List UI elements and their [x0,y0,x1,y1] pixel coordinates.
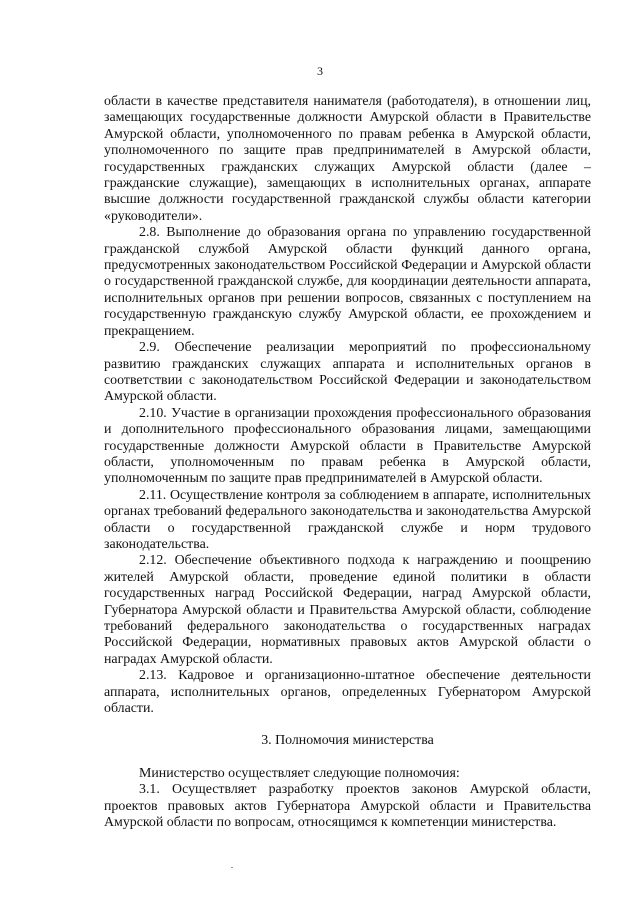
paragraph-2-10: 2.10. Участие в организации прохождения профессионального образования и дополнительного профессионального образования лицами, замещающими государственные должности Амурской области в Правительстве Амурской области, уполномоченным по правам ребенка в Амурской области, уполномоченным по защите прав предпринимателей в Амурской области. [104,405,591,487]
document-body [104,94,591,831]
page-number: 3 [317,64,323,78]
paragraph-2-9: 2.9. Обеспечение реализации мероприятий по профессиональному развитию гражданских служащих аппарата и исполнительных органов в соответствии с законодательством Российской Федерации и законодательством Амурской области. [104,340,591,405]
paragraph-2-11: 2.11. Осуществление контроля за соблюдением в аппарате, исполнительных органах требований федерального законодательства и законодательства Амурской области о государственной гражданской службе и норм трудового законодательства. [104,487,592,552]
paragraph-2-12: 2.12. Обеспечение объективного подхода к награждению и поощрению жителей Амурской области, проведение единой политики в области государственных наград Российской Федерации, наград Амурской области, Губернатора Амурской области и Правительства Амурской области, соблюдение требований федерального законодательства о государственных наградах Российской Федерации, нормативных правовых актов Амурской области о наградах Амурской области. [104,553,591,667]
section-intro: Министерство осуществляет следующие полномочия: [139,765,460,781]
paragraph-continuation: области в качестве представителя нанимателя (работодателя), в отношении лиц, замещающих государственные должности Амурской области в Правительстве Амурской области, уполномоченного по правам ребенка в Амурской области, уполномоченного по защите прав предпринимателей в Амурской области, государственных гражданских служащих Амурской области (далее – гражданские служащие), замещающих в исполнительных органах, аппарате высшие должности государственной гражданской службы области категории «руководители». [104,94,591,224]
paragraph-2-13: 2.13. Кадровое и организационно-штатное обеспечение деятельности аппарата, исполнительных органов, определенных Губернатором Амурской области. [104,668,591,717]
scan-artifact [231,867,233,868]
section-heading: 3. Полномочия министерства [261,733,434,749]
paragraph-3-1: 3.1. Осуществляет разработку проектов законов Амурской области, проектов правовых актов Губернатора Амурской области и Правительства Амурской области по вопросам, относящимся к компетенции министерства. [104,782,591,831]
paragraph-2-8: 2.8. Выполнение до образования органа по управлению государственной гражданской службой Амурской области функций данного органа, предусмотренных законодательством Российской Федерации и Амурской области о государственной гражданской службе, для координации деятельности аппарата, исполнительных органов при решении вопросов, связанных с поступлением на государственную гражданскую службу Амурской области, ее прохождением и прекращением. [104,225,591,339]
